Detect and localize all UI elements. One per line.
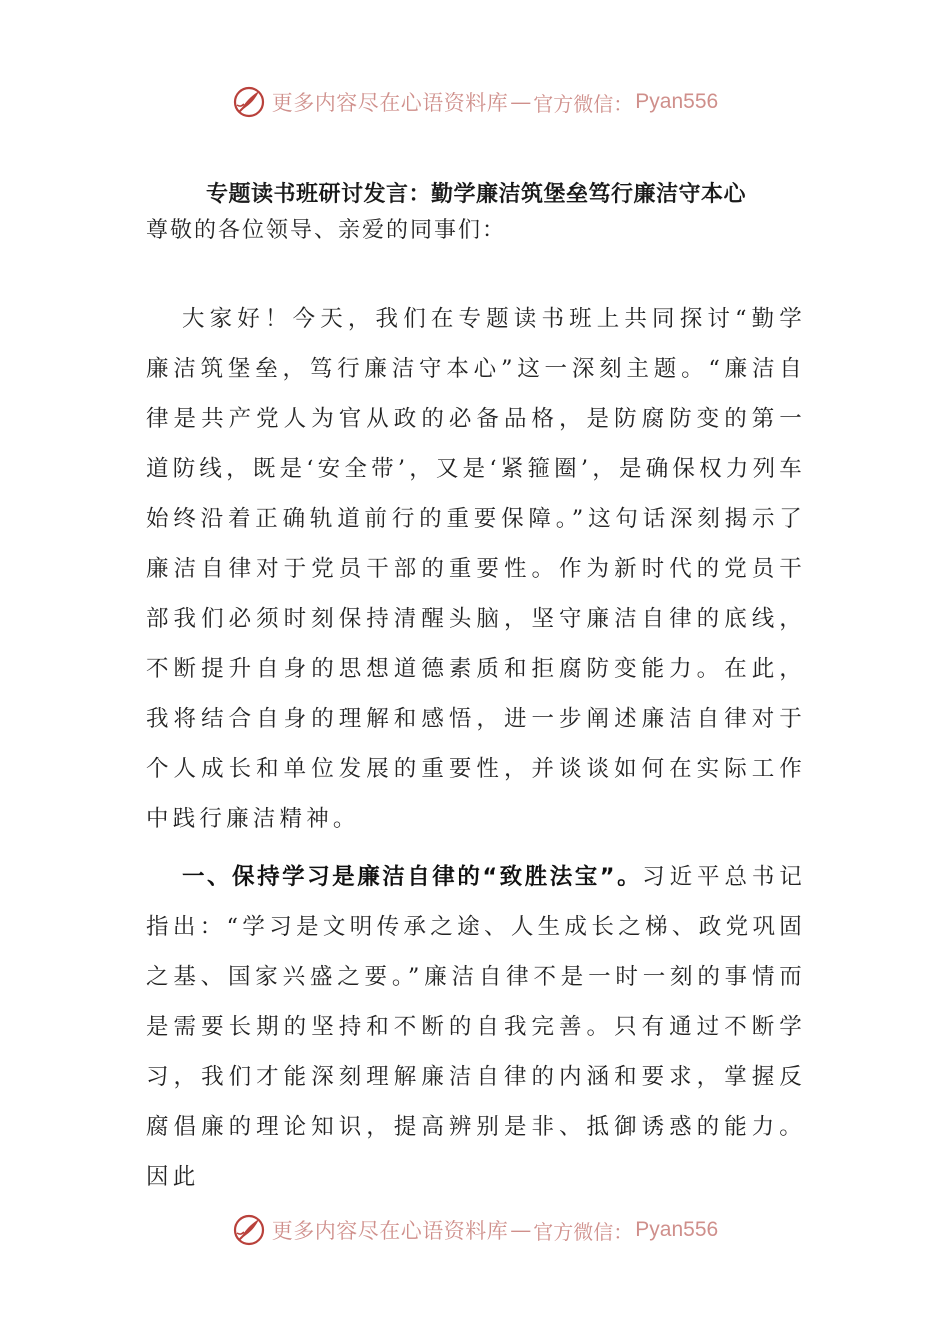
- banner-slogan: 更多内容尽在心语资料库: [271, 91, 509, 115]
- section-1-heading: 一、保持学习是廉洁自律的“致胜法宝”。: [182, 864, 643, 890]
- quill-logo-icon: [232, 85, 266, 119]
- banner-dash: —: [510, 1218, 532, 1242]
- salutation: 尊敬的各位领导、亲爱的同事们：: [146, 218, 507, 243]
- banner-wechat-label: 官方微信：: [533, 91, 634, 116]
- banner-dash: —: [510, 90, 532, 114]
- banner-slogan: 更多内容尽在心语资料库: [271, 1219, 509, 1243]
- banner-wechat-label: 官方微信：: [533, 1219, 634, 1244]
- document-title: 专题读书班研讨发言：勤学廉洁筑堡垒笃行廉洁守本心: [205, 182, 746, 207]
- paragraph-intro: 大家好！今天，我们在专题读书班上共同探讨“勤学廉洁筑堡垒，笃行廉洁守本心”这一深刻主题。“廉洁自律是共产党人为官从政的必备品格，是防腐防变的第一道防线，既是‘安全带’，又是‘紧箍圈’，是确保权力列车始终沿着正确轨道前行的重要保障。”这句话深刻揭示了廉洁自律对于党员干部的重要性。作为新时代的党员干部我们必须时刻保持清醒头脑，坚守廉洁自律的底线，不断提升自身的思想道德素质和拒腐防变能力。在此，我将结合自身的理解和感悟，进一步阐述廉洁自律对于个人成长和单位发展的重要性，并谈谈如何在实际工作中践行廉洁精神。: [146, 306, 806, 832]
- quill-logo-icon: [232, 1213, 266, 1247]
- banner-wechat-id: Pyan556: [635, 1218, 719, 1241]
- section-1-body: 习近平总书记指出：“学习是文明传承之途、人生成长之梯、政党巩固之基、国家兴盛之要。”廉洁自律不是一时一刻的事情而是需要长期的坚持和不断的自我完善。只有通过不断学习，我们才能深刻理解廉洁自律的内涵和要求，掌握反腐倡廉的理论知识，提高辨别是非、抵御诱惑的能力。因此: [146, 864, 807, 1190]
- footer-banner: [0, 1210, 950, 1250]
- banner-wechat-id: Pyan556: [635, 90, 719, 113]
- paragraph-section-1: [146, 852, 806, 1202]
- header-banner: [0, 82, 950, 122]
